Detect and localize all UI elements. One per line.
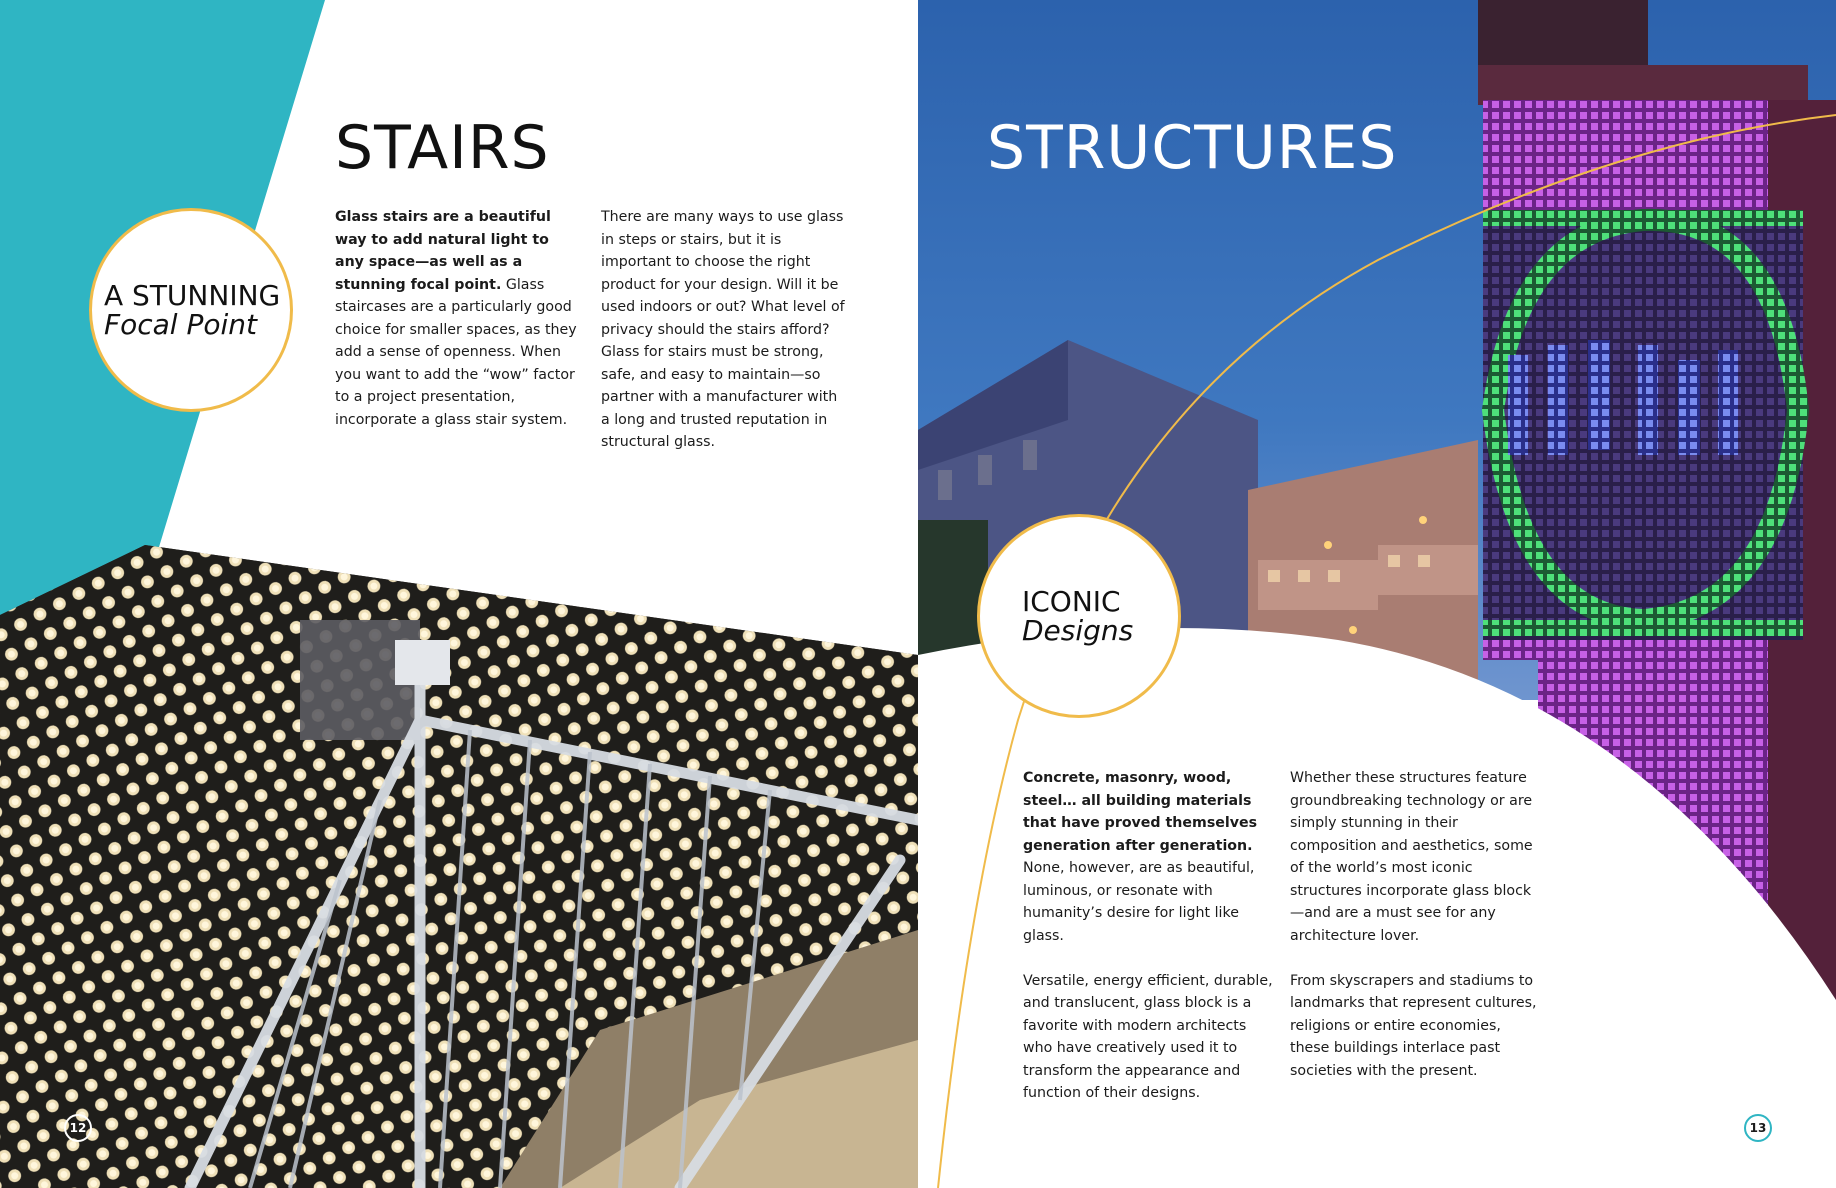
structures-column-2 (1290, 767, 1540, 1105)
stairs-column-2-text: There are many ways to use glass in steps or stairs, but it is important to choose the right product for your design. Will it be used indoors or out? What level of privacy should the stairs afford? Glass for stairs must be strong, safe, and easy to maintain—so partner with a manufacturer with a long and trusted reputation in structural glass. (601, 209, 845, 450)
stairs-column-1 (335, 206, 580, 454)
structures-column-2-para1: Whether these structures feature groundbreaking technology or are simply stunning in their composition and aesthetics, some of the world’s most iconic structures incorporate glass block—and are a must see for any architecture lover. (1290, 770, 1533, 944)
stairs-column-2 (601, 206, 849, 476)
structures-column-1 (1023, 767, 1273, 1127)
callout-circle-stunning (89, 208, 293, 412)
page-number-12: 12 (64, 1114, 92, 1142)
callout-circle-iconic (977, 514, 1181, 718)
callout-line2: Focal Point (104, 308, 257, 341)
callout-line2: Designs (1022, 614, 1134, 647)
structures-body-text: None, however, are as beautiful, luminous, or resonate with humanity’s desire for light like glass. (1023, 860, 1255, 944)
stairs-body-text: Glass staircases are a particularly good choice for smaller spaces, as they add a sense of openness. When you want to add the “wow” factor to a project presentation, incorporate a glass stair system. (335, 276, 577, 428)
page-title-structures: STRUCTURES (987, 113, 1398, 183)
page-number-13: 13 (1744, 1114, 1772, 1142)
structures-lead-text: Concrete, masonry, wood, steel… all building materials that have proved themselves generation after generation. (1023, 770, 1258, 854)
callout-line1: ICONIC (1022, 584, 1121, 618)
page-title-stairs: STAIRS (335, 113, 550, 183)
callout-line1: A STUNNING (104, 278, 281, 312)
right-page (918, 0, 1836, 1188)
structures-column-2-para2: From skyscrapers and stadiums to landmarks that represent cultures, religions or entire economies, these buildings interlace past societies with the present. (1290, 972, 1537, 1079)
structures-column-1-para2: Versatile, energy efficient, durable, and translucent, glass block is a favorite with modern architects who have creatively used it to transform the appearance and function of their designs. (1023, 972, 1273, 1101)
stairs-photo (0, 540, 918, 1188)
stairs-lead-text: Glass stairs are a beautiful way to add natural light to any space—as well as a stunning focal point. (335, 209, 551, 293)
